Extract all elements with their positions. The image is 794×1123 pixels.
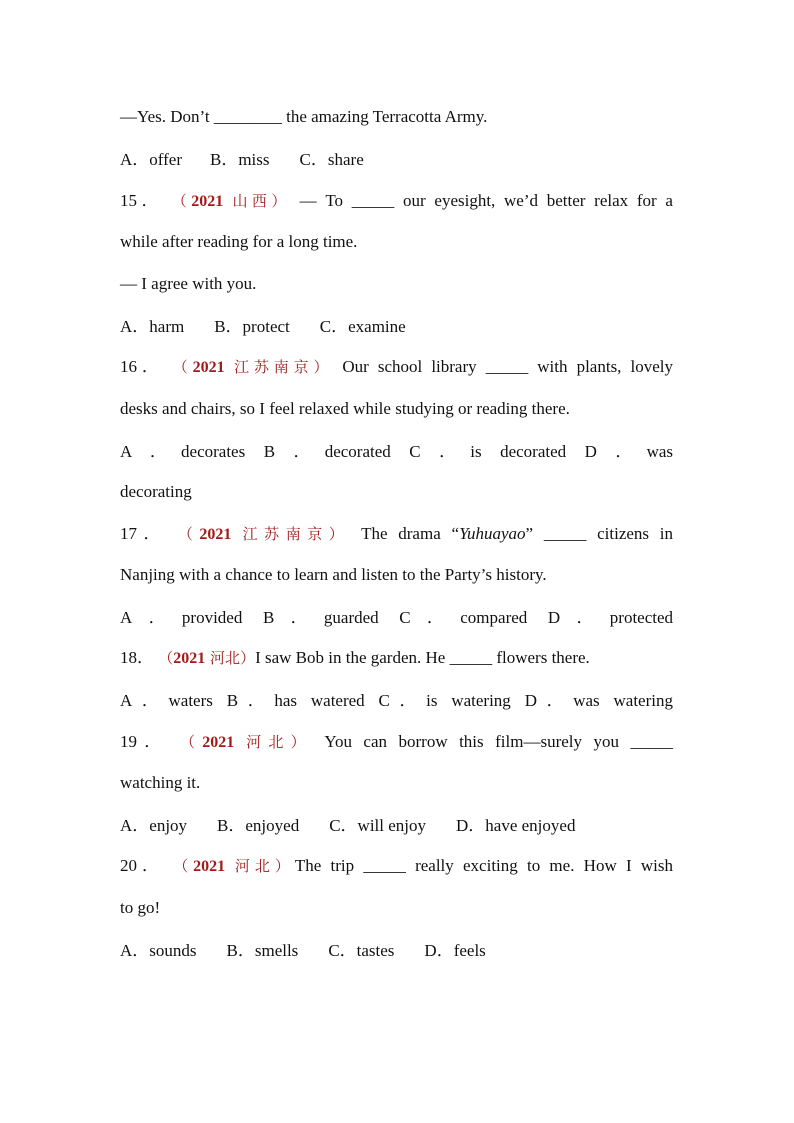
q15-line-2	[120, 231, 673, 253]
q14-option-a[interactable]: A．offer	[120, 150, 182, 169]
q18-option-d[interactable]: D．was watering	[524, 691, 673, 710]
q15-source: （2021 山西）	[171, 192, 291, 210]
q20-number: 20．	[120, 856, 164, 875]
q18-question-text: I saw Bob in the garden. He _____ flowers there.	[255, 648, 590, 667]
q17-option-a[interactable]: A．provided	[120, 608, 243, 627]
q18-source: （2021 河北）	[158, 649, 256, 667]
q16-options-cont	[120, 481, 673, 503]
q16-option-b-letter[interactable]: B	[263, 442, 276, 461]
q16-question-text-cont: desks and chairs, so I feel relaxed while studying or reading there.	[120, 399, 570, 418]
q20-line-2	[120, 897, 673, 919]
q20-option-b[interactable]: B．smells	[226, 941, 299, 960]
q20-question-text-cont: to go!	[120, 898, 161, 917]
q17-number: 17．	[120, 524, 168, 543]
q17-line-1	[120, 523, 673, 546]
q18-line-1	[120, 647, 673, 670]
q20-option-d[interactable]: D．feels	[424, 941, 486, 960]
q20-line-1	[120, 855, 673, 878]
q15-option-b[interactable]: B．protect	[214, 317, 290, 336]
q17-question-text: The drama “Yuhuayao” _____ citizens in	[361, 524, 674, 543]
q15-option-a[interactable]: A．harm	[120, 317, 185, 336]
q17-options	[120, 607, 673, 629]
q16-line-2	[120, 398, 673, 420]
q19-option-d[interactable]: D．have enjoyed	[456, 816, 576, 835]
q14-reply-line	[120, 106, 673, 128]
q17-line-2	[120, 564, 673, 586]
q16-option-b-text[interactable]: ．decorated	[293, 442, 391, 461]
q16-option-a-letter[interactable]: A	[120, 442, 132, 461]
q15-options	[120, 316, 673, 338]
q19-line-2	[120, 772, 673, 794]
q15-question-text: — To _____ our eyesight, we’d better relax for a	[299, 191, 673, 210]
q18-option-c[interactable]: C．is watering	[378, 691, 511, 710]
q14-reply-text: —Yes. Don’t ________ the amazing Terracotta Army.	[120, 107, 488, 126]
q17-question-text-cont: Nanjing with a chance to learn and listen to the Party’s history.	[120, 565, 547, 584]
q15-option-c[interactable]: C．examine	[319, 317, 406, 336]
q14-option-b[interactable]: B．miss	[210, 150, 270, 169]
q19-option-b[interactable]: B．enjoyed	[217, 816, 300, 835]
q14-option-c[interactable]: C．share	[299, 150, 364, 169]
q17-option-d[interactable]: D．protected	[547, 608, 674, 627]
q20-source: （2021 河北）	[173, 857, 295, 875]
q16-options	[120, 441, 673, 463]
q19-source: （2021 河北）	[179, 733, 313, 751]
q14-options	[120, 149, 673, 171]
q16-option-c-letter[interactable]: C	[409, 442, 421, 461]
q15-reply-line	[120, 273, 673, 295]
q17-drama-title: Yuhuayao	[459, 524, 526, 543]
q19-option-a[interactable]: A．enjoy	[120, 816, 188, 835]
q18-option-b[interactable]: B．has watered	[226, 691, 365, 710]
q16-option-d-text-cont[interactable]: decorating	[120, 482, 192, 501]
q16-line-1	[120, 356, 673, 379]
q18-option-a[interactable]: A．waters	[120, 691, 213, 710]
q17-option-c[interactable]: C．compared	[399, 608, 528, 627]
q15-number: 15．	[120, 191, 163, 210]
q17-source: （2021 江苏南京）	[177, 525, 351, 543]
q16-number: 16．	[120, 357, 164, 376]
q15-reply-text: — I agree with you.	[120, 274, 257, 293]
q19-question-text: You can borrow this film—surely you _____	[324, 732, 673, 751]
q15-line-1	[120, 190, 673, 213]
q19-line-1	[120, 731, 673, 754]
q20-options	[120, 940, 673, 962]
q16-source: （2021 江苏南京）	[172, 358, 334, 376]
q18-options	[120, 690, 673, 712]
q17-option-b[interactable]: B．guarded	[262, 608, 379, 627]
q18-number: 18．	[120, 648, 154, 667]
q16-option-a-text[interactable]: ．decorates	[149, 442, 246, 461]
q19-options	[120, 815, 673, 837]
q20-option-a[interactable]: A．sounds	[120, 941, 197, 960]
q19-option-c[interactable]: C．will enjoy	[329, 816, 427, 835]
q16-option-c-text[interactable]: ．is decorated	[439, 442, 567, 461]
q16-question-text: Our school library _____ with plants, lovely	[342, 357, 673, 376]
q16-option-d-letter[interactable]: D	[584, 442, 597, 461]
q19-question-text-cont: watching it.	[120, 773, 201, 792]
q20-question-text: The trip _____ really exciting to me. How I wish	[294, 856, 673, 875]
q19-number: 19．	[120, 732, 169, 751]
q16-option-d-text[interactable]: ．was	[615, 442, 674, 461]
q15-question-text-cont: while after reading for a long time.	[120, 232, 358, 251]
q20-option-c[interactable]: C．tastes	[328, 941, 395, 960]
